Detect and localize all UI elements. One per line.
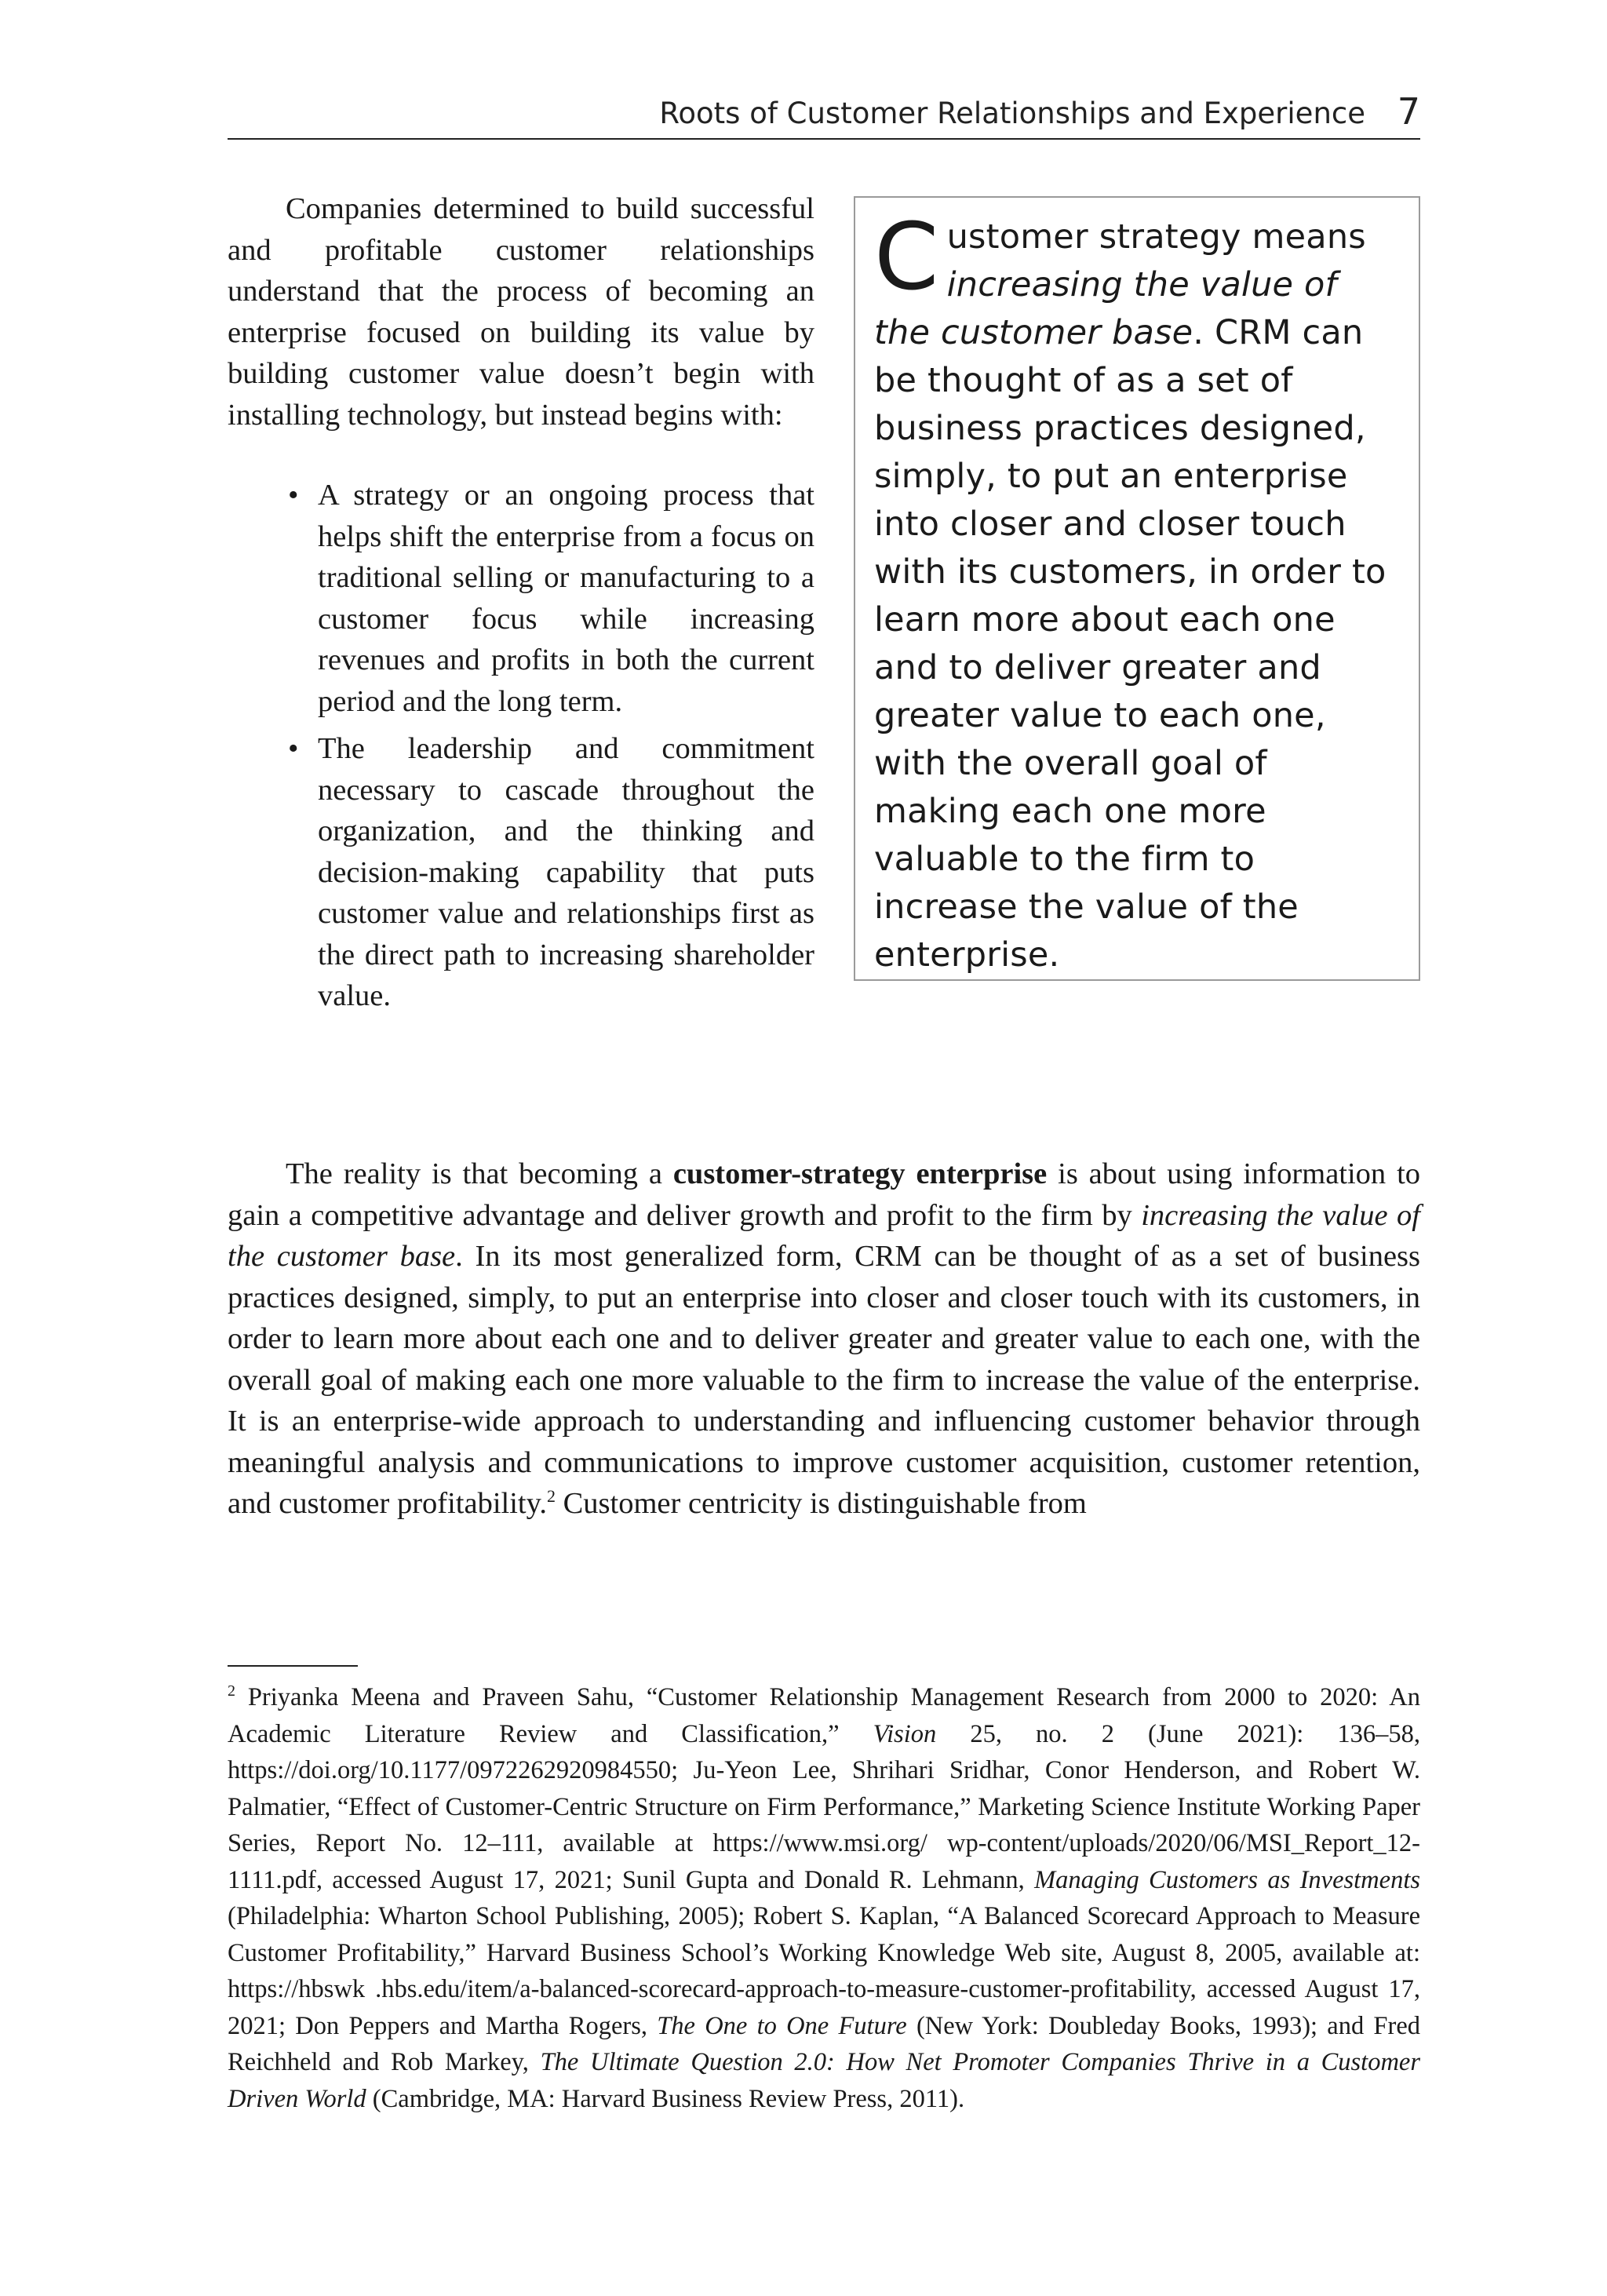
footnote-text: (Cambridge, MA: Harvard Business Review Press, 2011). — [366, 2084, 965, 2113]
footnote-book-title: The One to One Future — [657, 2011, 907, 2040]
footnote-reference[interactable]: 2 — [547, 1486, 556, 1506]
page-number: 7 — [1397, 90, 1420, 133]
running-header — [228, 90, 1420, 140]
body-text: Customer centricity is distinguishable from — [556, 1487, 1087, 1520]
footnote-book-title: The Ultimate Question 2.0: How Net Promoter Companies Thrive in a Customer Driven World — [228, 2048, 1420, 2113]
bullet-item: • The leadership and commitment necessary to cascade throughout the organization, and the thinking and decision-making capability that puts customer value and relationships first as the direct path to increasing shareholder value. — [318, 728, 814, 1017]
footnote-text: (Philadelphia: Wharton School Publishing, 2005); Robert S. Kaplan, “A Balanced Scorecard Approach to Measure Customer Profitability,” Harvard Business School’s Working Knowledge Web site, August 8, 2005, available at: https://hbswk .hbs.edu/item/a-balanced-scorecard-approach-to-measure-customer-profitability, accessed August 17, 2021; Don Peppers and Martha Rogers, — [228, 1902, 1420, 2040]
bullet-item: • A strategy or an ongoing process that helps shift the enterprise from a focus on traditional selling or manufacturing to a customer focus while increasing revenues and profits in both the current period and the long term. — [318, 475, 814, 722]
footnote-text: (New York: Doubleday Books, 1993); and Fred Reichheld and Rob Markey, — [228, 2011, 1421, 2076]
pull-quote-text: . CRM can be thought of as a set of business practices designed, simply, to put an enterprise into closer and closer touch with its customers, in order to learn more about each one and to deliver greater and greater value to each one, with the overall goal of making each one more valuable to the firm to increase the value of the enterprise. — [874, 313, 1387, 975]
bullet-list — [228, 475, 814, 1017]
running-title: Roots of Customer Relationships and Experience — [659, 97, 1365, 130]
footnote — [228, 1679, 1420, 2117]
body-text: is about using information to gain a competitive advantage and deliver growth and profit to the firm by — [228, 1157, 1421, 1232]
body-text: . In its most generalized form, CRM can be thought of as a set of business practices designed, simply, to put an enterprise into closer and closer touch with its customers, in order to learn more about each one and to deliver greater and greater value to each one, with the overall goal of making each one more valuable to the firm to increase the value of the enterprise. It is an enterprise-wide approach to understanding and influencing customer behavior through meaningful analysis and communications to improve customer acquisition, customer retention, and customer profitability. — [228, 1240, 1420, 1520]
drop-cap: C — [874, 202, 939, 311]
body-paragraph — [228, 1153, 1420, 1525]
footnote-divider — [228, 1665, 358, 1667]
key-term: customer-strategy enterprise — [672, 1157, 1048, 1190]
footnote-journal: Vision — [873, 1719, 937, 1748]
left-column — [228, 188, 814, 1023]
body-emphasis: increasing the value of the customer base — [228, 1198, 1420, 1273]
pull-quote-lead: ustomer strategy means — [946, 217, 1366, 257]
pull-quote-box — [854, 196, 1420, 981]
pull-quote-emphasis: increasing the value of the customer base — [874, 265, 1337, 352]
body-text: The reality is that becoming a — [286, 1157, 673, 1190]
footnote-text: Priyanka Meena and Praveen Sahu, “Customer Relationship Management Research from 2000 to 2020: An Academic Literature Review and Classification,” — [228, 1683, 1420, 1748]
footnote-book-title: Managing Customers as Investments — [1034, 1865, 1421, 1894]
footnote-number: 2 — [228, 1682, 235, 1700]
footnote-text: 25, no. 2 (June 2021): 136–58, https://doi.org/10.1177/0972262920984550; Ju-Yeon Lee, Shrihari Sridhar, Conor Henderson, and Robert W. Palmatier, “Effect of Customer-Centric Structure on Firm Performance,” Marketing Science Institute Working Paper Series, Report No. 12–111, available at https://www.msi.org/ wp-content/uploads/2020/06/MSI_Report_12-1111.pdf, accessed August 17, 2021; Sunil Gupta and Donald R. Lehmann, — [228, 1719, 1421, 1894]
intro-paragraph: Companies determined to build successful and profitable customer relationships understand that the process of becoming an enterprise focused on building its value by building customer value doesn’t begin with installing technology, but instead begins with: — [228, 192, 814, 432]
